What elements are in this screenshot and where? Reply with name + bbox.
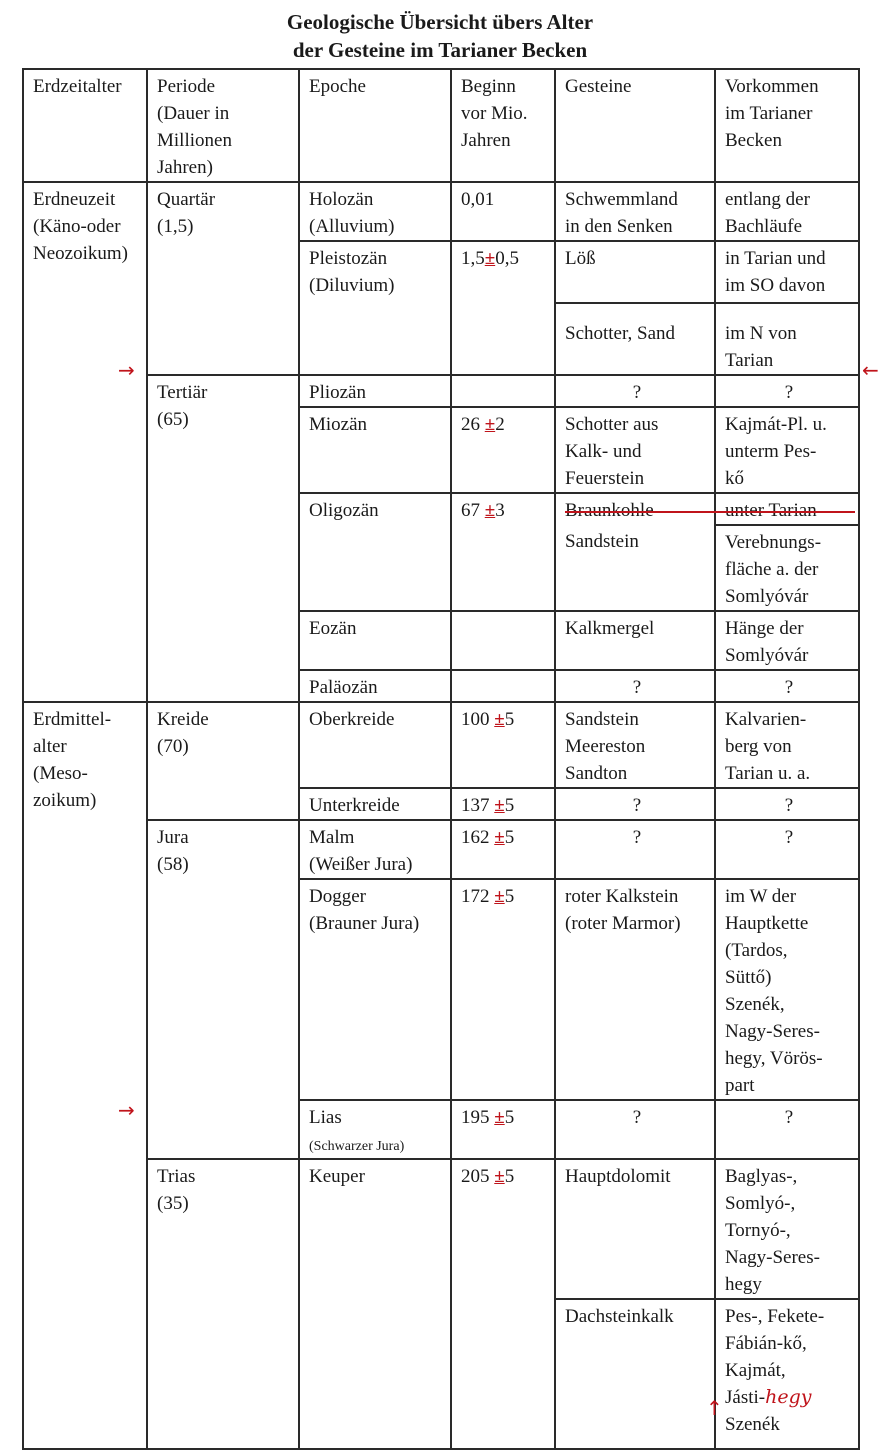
begin-oligozaen: [451, 493, 555, 611]
rocks-lias: ?: [555, 1100, 715, 1159]
occurrence-oberkreide: Kalvarien- berg von Tarian u. a.: [715, 702, 859, 788]
begin-tolerance: 5: [504, 795, 515, 816]
rocks-miozaen: Schotter aus Kalk- und Feuerstein: [555, 407, 715, 493]
epoch-pliozaen: Pliozän: [299, 375, 451, 407]
begin-palaeozaen: [451, 670, 555, 702]
begin-value: 162: [461, 827, 490, 848]
plus-minus-annotation: ±: [484, 414, 496, 435]
era-mesozoic: Erdmittel- alter (Meso- zoikum): [23, 702, 147, 1449]
arrow-right-icon: →: [118, 1098, 135, 1122]
begin-value: 195: [461, 1107, 490, 1128]
begin-value: 67: [461, 500, 480, 521]
occurrence-keuper-2-text: Pes-, Fekete- Fábián-kő, Kajmát, Jásti-: [725, 1306, 825, 1408]
rocks-oligozaen-1: Braunkohle: [555, 493, 715, 525]
epoch-lias-sub: (Schwarzer Jura): [309, 1139, 405, 1154]
header-era: Erdzeitalter: [23, 69, 147, 182]
rocks-oberkreide: Sandstein Meereston Sandton: [555, 702, 715, 788]
epoch-lias: [299, 1100, 451, 1159]
begin-pliozaen: [451, 375, 555, 407]
begin-tolerance: 5: [504, 709, 515, 730]
braunkohle-underline: [565, 511, 855, 513]
begin-value: 205: [461, 1166, 490, 1187]
document-title: [0, 8, 880, 64]
begin-malm: [451, 820, 555, 879]
begin-value: 1,5: [461, 248, 485, 269]
rocks-oligozaen-2: Sandstein: [555, 525, 715, 611]
occurrence-malm: ?: [715, 820, 859, 879]
begin-value: 172: [461, 886, 490, 907]
rocks-palaeozaen: ?: [555, 670, 715, 702]
begin-oberkreide: [451, 702, 555, 788]
begin-tolerance: 2: [495, 414, 505, 435]
occurrence-keuper-2-end: Szenék: [725, 1414, 780, 1435]
title-line-1: Geologische Übersicht übers Alter: [286, 10, 594, 34]
epoch-eozaen: Eozän: [299, 611, 451, 670]
arrow-left-icon: ←: [862, 358, 879, 382]
occurrence-eozaen: Hänge der Somlyóvár: [715, 611, 859, 670]
occurrence-holozaen: entlang der Bachläufe: [715, 182, 859, 241]
period-quartaer: Quartär (1,5): [147, 182, 299, 375]
epoch-keuper: Keuper: [299, 1159, 451, 1449]
plus-minus-annotation: ±: [494, 709, 505, 730]
epoch-lias-name: Lias: [309, 1107, 342, 1128]
begin-tolerance: 0,5: [495, 248, 519, 269]
rocks-pleistozaen-2: Schotter, Sand: [555, 303, 715, 375]
rocks-dogger: roter Kalkstein (roter Marmor): [555, 879, 715, 1100]
epoch-dogger: Dogger (Brauner Jura): [299, 879, 451, 1100]
occurrence-miozaen: Kajmát-Pl. u. unterm Pes- kő: [715, 407, 859, 493]
occurrence-pleistozaen-2: im N von Tarian: [715, 303, 859, 375]
table-row: [23, 702, 859, 788]
begin-keuper: [451, 1159, 555, 1449]
header-epoch: Epoche: [299, 69, 451, 182]
rocks-unterkreide: ?: [555, 788, 715, 820]
rocks-pleistozaen-1: Löß: [555, 241, 715, 303]
plus-minus-annotation: ±: [494, 1166, 505, 1187]
title-line-2: der Gesteine im Tarianer Becken: [292, 38, 588, 62]
begin-unterkreide: [451, 788, 555, 820]
begin-tolerance: 5: [504, 886, 515, 907]
header-occurrence: Vorkommen im Tarianer Becken: [715, 69, 859, 182]
epoch-miozaen: Miozän: [299, 407, 451, 493]
occurrence-pliozaen: ?: [715, 375, 859, 407]
epoch-malm: Malm (Weißer Jura): [299, 820, 451, 879]
epoch-oberkreide: Oberkreide: [299, 702, 451, 788]
plus-minus-annotation: ±: [484, 248, 496, 269]
occurrence-lias: ?: [715, 1100, 859, 1159]
occurrence-pleistozaen-1: in Tarian und im SO davon: [715, 241, 859, 303]
plus-minus-annotation: ±: [494, 827, 505, 848]
table-row: [23, 375, 859, 407]
occurrence-dogger: im W der Hauptkette (Tardos, Süttő) Szenék, Nagy-Seres- hegy, Vörös- part: [715, 879, 859, 1100]
epoch-pleistozaen: Pleistozän (Diluvium): [299, 241, 451, 375]
begin-tolerance: 5: [504, 1166, 515, 1187]
begin-tolerance: 5: [504, 827, 515, 848]
header-rocks: Gesteine: [555, 69, 715, 182]
rocks-pliozaen: ?: [555, 375, 715, 407]
rocks-eozaen: Kalkmergel: [555, 611, 715, 670]
header-begin: Beginn vor Mio. Jahren: [451, 69, 555, 182]
occurrence-unterkreide: ?: [715, 788, 859, 820]
period-kreide: Kreide (70): [147, 702, 299, 820]
epoch-holozaen: Holozän (Alluvium): [299, 182, 451, 241]
header-period: Periode (Dauer in Millionen Jahren): [147, 69, 299, 182]
geology-table: [22, 68, 860, 1450]
epoch-unterkreide: Unterkreide: [299, 788, 451, 820]
begin-tolerance: 5: [504, 1107, 515, 1128]
plus-minus-annotation: ±: [484, 500, 496, 521]
handwritten-correction: hegy: [765, 1386, 812, 1408]
begin-lias: [451, 1100, 555, 1159]
begin-dogger: [451, 879, 555, 1100]
occurrence-oligozaen-2: Verebnungs- fläche a. der Somlyóvár: [715, 525, 859, 611]
table-row: [23, 1159, 859, 1299]
begin-miozaen: [451, 407, 555, 493]
period-jura: Jura (58): [147, 820, 299, 1159]
rocks-keuper-2: Dachsteinkalk: [555, 1299, 715, 1449]
rocks-keuper-1: Hauptdolomit: [555, 1159, 715, 1299]
occurrence-keuper-2: [715, 1299, 859, 1449]
occurrence-keuper-1: Baglyas-, Somlyó-, Tornyó-, Nagy-Seres- hegy: [715, 1159, 859, 1299]
begin-holozaen: 0,01: [451, 182, 555, 241]
plus-minus-annotation: ±: [494, 886, 505, 907]
plus-minus-annotation: ±: [494, 1107, 505, 1128]
occurrence-oligozaen-1: unter Tarian: [715, 493, 859, 525]
begin-tolerance: 3: [495, 500, 505, 521]
period-tertiaer: Tertiär (65): [147, 375, 299, 702]
begin-eozaen: [451, 611, 555, 670]
begin-value: 137: [461, 795, 490, 816]
rocks-holozaen: Schwemmland in den Senken: [555, 182, 715, 241]
table-row: [23, 820, 859, 879]
epoch-oligozaen: Oligozän: [299, 493, 451, 611]
header-row: [23, 69, 859, 182]
plus-minus-annotation: ±: [494, 795, 505, 816]
arrow-right-icon: →: [118, 358, 135, 382]
era-neozoic: Erdneuzeit (Käno-oder Neozoikum): [23, 182, 147, 702]
period-trias: Trias (35): [147, 1159, 299, 1449]
rocks-malm: ?: [555, 820, 715, 879]
begin-value: 26: [461, 414, 480, 435]
begin-pleistozaen: [451, 241, 555, 375]
arrow-up-icon: ↑: [706, 1396, 723, 1420]
epoch-palaeozaen: Paläozän: [299, 670, 451, 702]
begin-value: 100: [461, 709, 490, 730]
table-row: [23, 182, 859, 241]
occurrence-palaeozaen: ?: [715, 670, 859, 702]
